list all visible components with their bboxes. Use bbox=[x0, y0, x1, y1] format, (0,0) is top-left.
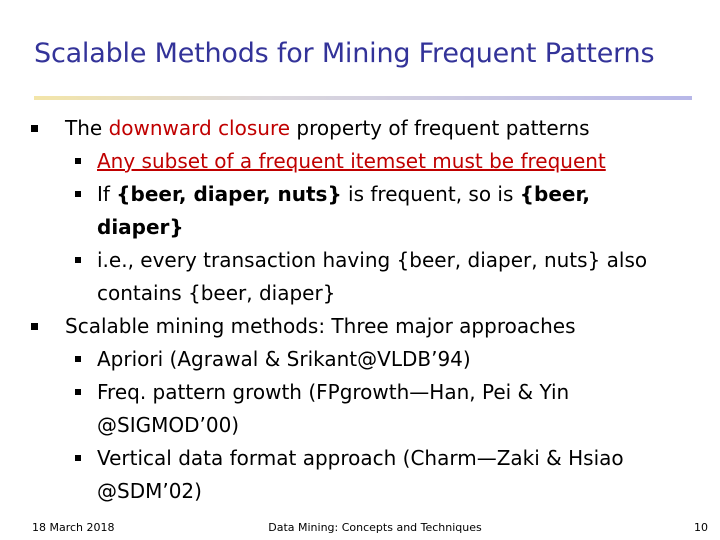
itemset-bold: {beer, diaper, nuts} bbox=[116, 182, 342, 206]
title-divider bbox=[34, 96, 692, 100]
ie-text-line1: i.e., every transaction having {beer, diaper, nuts} also bbox=[97, 248, 648, 272]
bullet-square-icon bbox=[31, 323, 38, 330]
sub-bullet-fpgrowth bbox=[97, 376, 687, 442]
apriori-text: Apriori (Agrawal & Srikant@VLDB’94) bbox=[97, 347, 471, 371]
example-text: is frequent, so is bbox=[341, 182, 520, 206]
bullet-square-icon bbox=[31, 125, 38, 132]
vertical-text-line1: Vertical data format approach (Charm—Zaki & Hsiao bbox=[97, 446, 624, 470]
bullet-square-icon bbox=[75, 158, 81, 164]
itemset-bold: {beer, bbox=[519, 182, 590, 206]
bullet-square-icon bbox=[75, 257, 81, 263]
bullet-square-icon bbox=[75, 356, 81, 362]
bullet-downward-closure bbox=[65, 112, 695, 145]
ie-text-line2: contains {beer, diaper} bbox=[97, 281, 336, 305]
example-text: If bbox=[97, 182, 117, 206]
page-number: 10 bbox=[694, 521, 708, 534]
footer-title: Data Mining: Concepts and Techniques bbox=[268, 521, 482, 534]
vertical-text-line2: @SDM’02) bbox=[97, 479, 202, 503]
subset-rule-text: Any subset of a frequent itemset must be frequent bbox=[97, 149, 606, 173]
bullet-text: The bbox=[65, 116, 109, 140]
bullet-scalable-methods bbox=[65, 310, 695, 343]
sub-bullet-example bbox=[97, 178, 687, 244]
bullet-square-icon bbox=[75, 191, 81, 197]
sub-bullet-vertical bbox=[97, 442, 687, 508]
bullet-square-icon bbox=[75, 455, 81, 461]
sub-bullet-subset-rule bbox=[97, 145, 687, 178]
footer-date: 18 March 2018 bbox=[32, 521, 115, 534]
highlight-term: downward closure bbox=[108, 116, 291, 140]
sub-bullet-ie bbox=[97, 244, 687, 310]
slide-title: Scalable Methods for Mining Frequent Patterns bbox=[34, 38, 655, 69]
sub-bullet-apriori bbox=[97, 343, 687, 376]
bullet-square-icon bbox=[75, 389, 81, 395]
bullet-text: Scalable mining methods: Three major approaches bbox=[65, 314, 576, 338]
fpgrowth-text-line1: Freq. pattern growth (FPgrowth—Han, Pei & Yin bbox=[97, 380, 570, 404]
bullet-text: property of frequent patterns bbox=[290, 116, 590, 140]
fpgrowth-text-line2: @SIGMOD’00) bbox=[97, 413, 240, 437]
itemset-bold: diaper} bbox=[97, 215, 184, 239]
